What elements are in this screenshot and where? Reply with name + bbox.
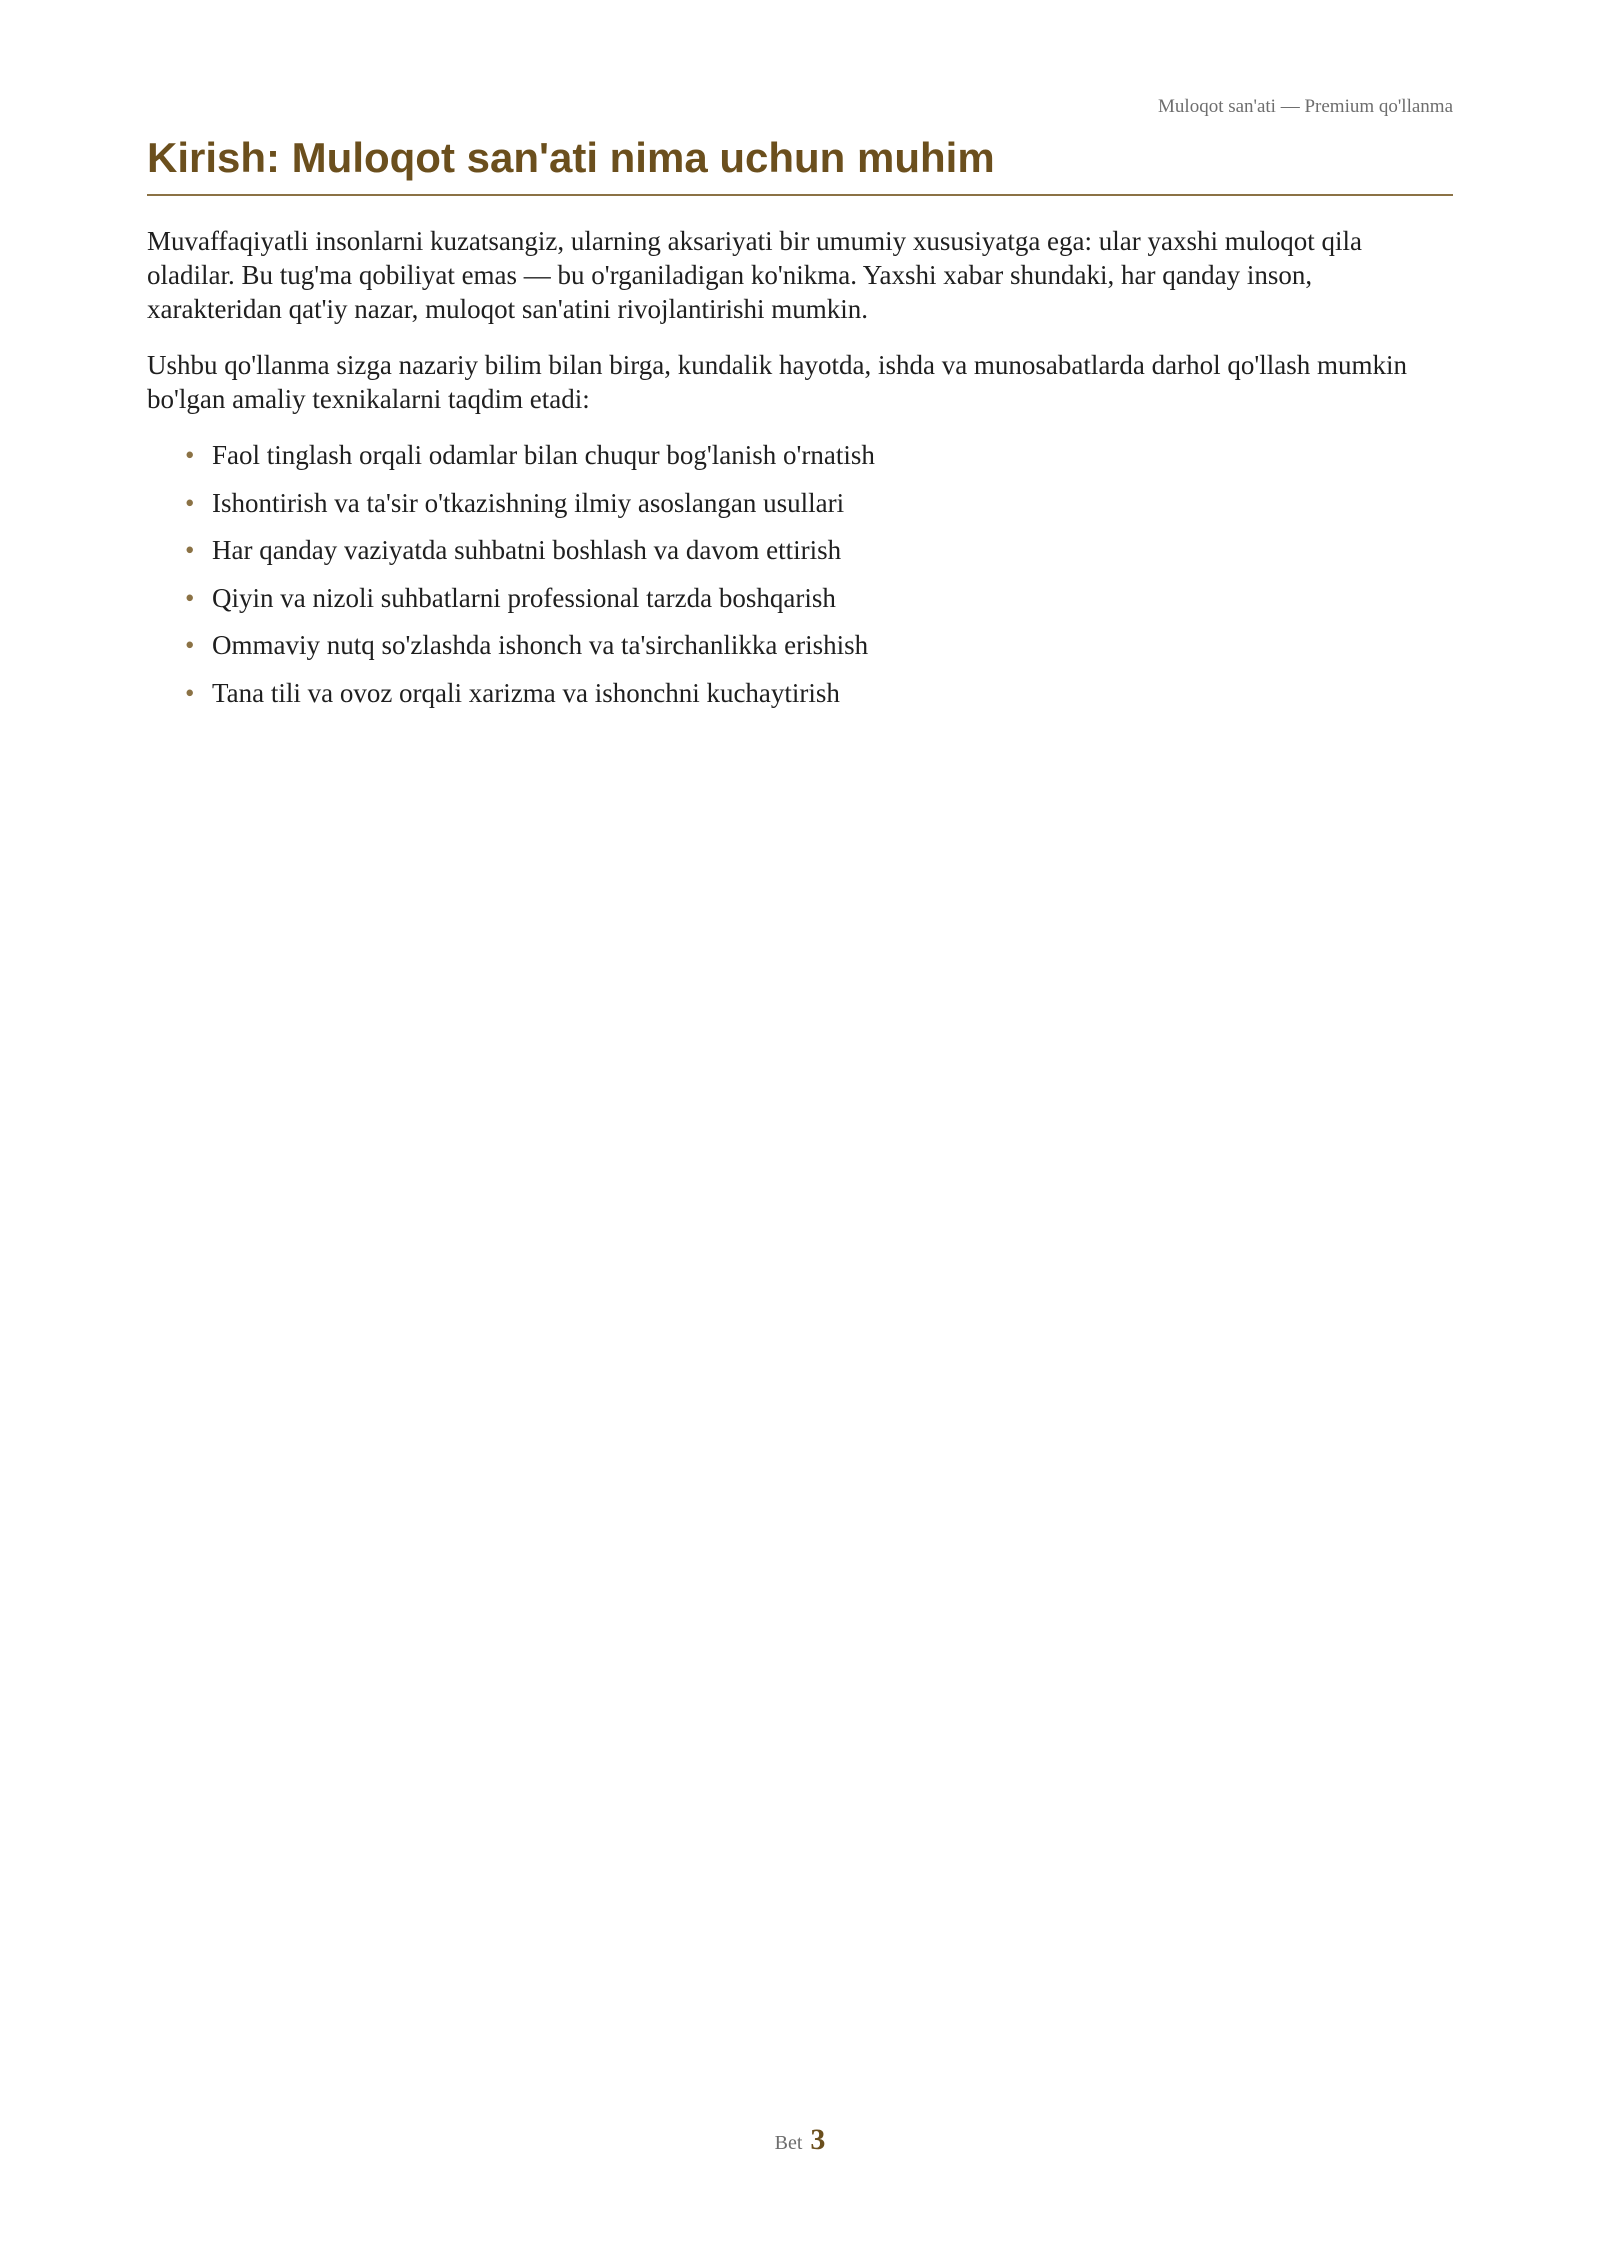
running-header: Muloqot san'ati — Premium qo'llanma [1158,96,1453,117]
list-item-text: Tana tili va ovoz orqali xarizma va ishonchni kuchaytirish [212,677,840,708]
bullet-icon: • [185,535,195,565]
page-footer [0,2123,1600,2157]
list-item [185,486,1453,520]
list-item [185,533,1453,567]
list-item [185,581,1453,615]
chapter-title: Kirish: Muloqot san'ati nima uchun muhim [147,130,1453,196]
bullet-icon: • [185,487,195,518]
bullet-list [147,438,1453,710]
list-item-text: Faol tinglash orqali odamlar bilan chuqur bog'lanish o'rnatish [212,440,875,470]
list-item-text: Ishontirish va ta'sir o'tkazishning ilmiy asoslangan usullari [212,487,845,518]
bullet-icon: • [185,677,195,708]
chapter-body [147,224,1453,723]
list-item-text: Ommaviy nutq so'zlashda ishonch va ta'sirchanlikka erishish [212,630,869,660]
list-item [185,676,1453,710]
body-paragraph: Muvaffaqiyatli insonlarni kuzatsangiz, ularning aksariyati bir umumiy xususiyatga ega: ular yaxshi muloqot qila oladilar. Bu tug'ma qobiliyat emas — bu o'rganiladigan ko'nikma. Yaxshi xabar shundaki, har qanday inson, xarakteridan qat'iy nazar, muloqot san'atini rivojlantirishi mumkin. [147,226,1362,324]
page-number: 3 [810,2123,826,2156]
list-item-text: Qiyin va nizoli suhbatlarni professional tarzda boshqarish [212,582,836,613]
list-item [185,628,1453,662]
body-paragraph: Ushbu qo'llanma sizga nazariy bilim bilan birga, kundalik hayotda, ishda va munosabatlarda darhol qo'llash mumkin bo'lgan amaliy texnikalarni taqdim etadi: [147,350,1407,414]
page-label: Bet [774,2132,803,2154]
bullet-icon: • [185,582,195,613]
list-item [185,438,1453,472]
bullet-icon: • [185,440,195,470]
list-item-text: Har qanday vaziyatda suhbatni boshlash va davom ettirish [212,535,842,565]
bullet-icon: • [185,630,195,660]
